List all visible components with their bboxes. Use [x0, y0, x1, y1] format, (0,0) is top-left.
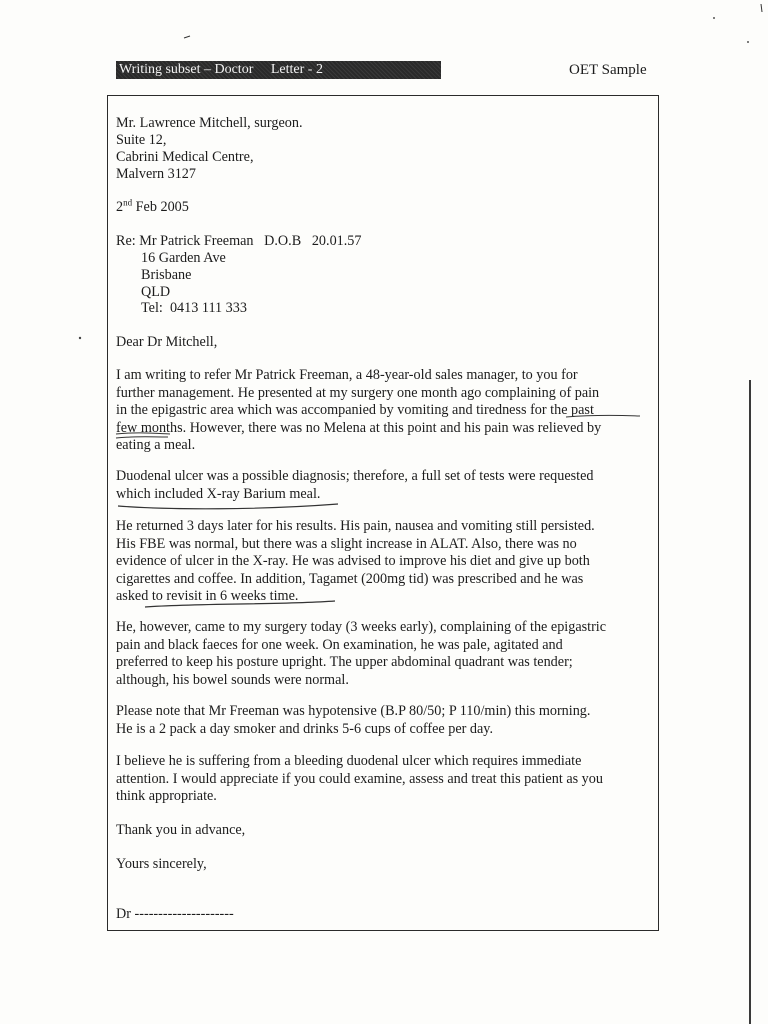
paragraph-line: asked to revisit in 6 weeks time. [116, 588, 299, 604]
paragraph-line: preferred to keep his posture upright. The upper abdominal quadrant was tender; [116, 654, 573, 670]
paragraph-line: in the epigastric area which was accompanied by vomiting and tiredness for the past [116, 402, 594, 418]
paragraph-line: He is a 2 pack a day smoker and drinks 5-6 cups of coffee per day. [116, 720, 494, 737]
paragraph-line: evidence of ulcer in the X-ray. He was advised to improve his diet and give up both [116, 553, 590, 569]
re-address-state: QLD [141, 284, 171, 300]
underline-eating-a-meal [116, 437, 168, 438]
recipient-centre: Cabrini Medical Centre, [116, 149, 254, 165]
scan-mark-corner [761, 4, 762, 12]
paragraph-line: I am writing to refer Mr Patrick Freeman, a 48-year-old sales manager, to you for [116, 367, 578, 383]
paragraph-line: attention. I would appreciate if you could examine, assess and treat this patient as you [116, 770, 603, 787]
paragraph-line: which included X-ray Barium meal. [116, 485, 321, 502]
scan-edge-line [749, 380, 751, 1024]
re-address-city: Brisbane [141, 267, 192, 283]
paragraph-line: He, however, came to my surgery today (3 weeks early), complaining of the epigastric [116, 619, 607, 635]
paragraph-line: few months. However, there was no Melena at this point and his pain was relieved by [116, 419, 602, 436]
scan-mark-top [184, 36, 190, 38]
paragraph-line: Duodenal ulcer was a possible diagnosis; therefore, a full set of tests were requested [116, 468, 594, 484]
paragraph-line: eating a meal. [116, 437, 196, 453]
paragraph-line: further management. He presented at my surgery one month ago complaining of pain [116, 384, 600, 401]
re-patient-line: Re: Mr Patrick Freeman D.O.B 20.01.57 [116, 233, 362, 249]
paragraph-line: I believe he is suffering from a bleeding duodenal ulcer which requires immediate [116, 753, 582, 769]
header-oet-sample: OET Sample [569, 62, 647, 78]
re-address-street: 16 Garden Ave [141, 250, 226, 266]
underline-barium-meal [118, 504, 338, 509]
paragraph-line: although, his bowel sounds were normal. [116, 671, 349, 688]
scan-dot [713, 17, 715, 19]
paragraph-line: think appropriate. [116, 788, 217, 804]
closing-sincerely: Yours sincerely, [116, 856, 207, 872]
recipient-name: Mr. Lawrence Mitchell, surgeon. [116, 115, 303, 131]
paragraph-line: His FBE was normal, but there was a slight increase in ALAT. Also, there was no [116, 535, 577, 552]
underline-revisit [145, 601, 335, 607]
paragraph-line: pain and black faeces for one week. On examination, he was pale, agitated and [116, 636, 563, 653]
underline-few-months [116, 433, 170, 434]
paragraph-line: cigarettes and coffee. In addition, Tagamet (200mg tid) was prescribed and he was [116, 570, 584, 587]
recipient-suite: Suite 12, [116, 132, 167, 148]
letter-date: 2nd Feb 2005 [116, 197, 189, 215]
paragraph-line: He returned 3 days later for his results. His pain, nausea and vomiting still persisted. [116, 518, 595, 534]
paragraph-line: Please note that Mr Freeman was hypotensive (B.P 80/50; P 110/min) this morning. [116, 703, 591, 719]
header-subset-label: Writing subset – Doctor Letter - 2 [116, 61, 441, 79]
recipient-suburb: Malvern 3127 [116, 166, 196, 182]
re-phone: Tel: 0413 111 333 [141, 300, 247, 316]
signature-line: Dr --------------------- [116, 906, 234, 922]
closing-thanks: Thank you in advance, [116, 822, 246, 838]
scan-dot [747, 41, 749, 43]
underline-for-the-past [566, 415, 640, 417]
salutation: Dear Dr Mitchell, [116, 334, 218, 350]
margin-dot-mark [79, 337, 81, 339]
